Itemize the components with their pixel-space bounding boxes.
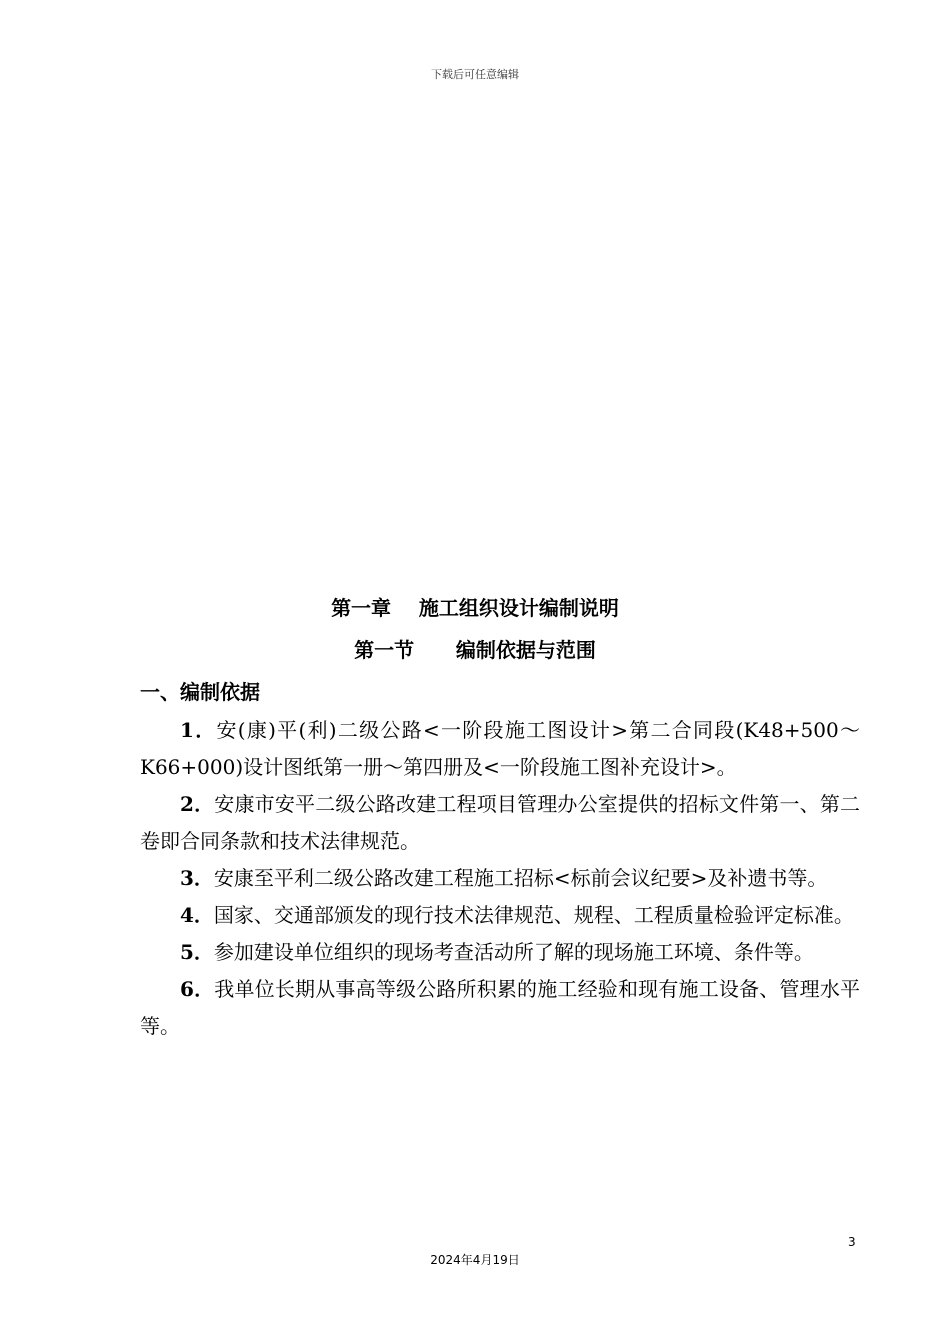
- list-item: [140, 860, 860, 897]
- section-title: 第一节 编制依据与范围: [354, 638, 596, 662]
- item-number: 4．: [180, 903, 214, 927]
- header-note: 下载后可任意编辑: [431, 68, 519, 81]
- page-number: 3: [848, 1235, 856, 1249]
- list-item: [140, 971, 860, 1045]
- item-text: 安(康)平(利)二级公路<一阶段施工图设计>第二合同段(K48+500～K66+000)设计图纸第一册～第四册及<一阶段施工图补充设计>。: [140, 718, 860, 779]
- item-text: 国家、交通部颁发的现行技术法律规范、规程、工程质量检验评定标准。: [213, 903, 854, 927]
- item-text: 安康至平利二级公路改建工程施工招标<标前会议纪要>及补遗书等。: [213, 866, 828, 890]
- chapter-title: 第一章 施工组织设计编制说明: [331, 596, 619, 620]
- item-text: 我单位长期从事高等级公路所积累的施工经验和现有施工设备、管理水平等。: [140, 977, 861, 1038]
- list-item: [140, 786, 860, 860]
- item-number: 2．: [180, 792, 215, 816]
- list-item: [140, 712, 860, 786]
- list-item: [140, 934, 860, 971]
- item-number: 1．: [180, 718, 217, 742]
- list-item: [140, 897, 860, 934]
- footer-date: 2024年4月19日: [430, 1253, 520, 1267]
- subsection-title: 一、编制依据: [140, 680, 260, 704]
- document-body: [140, 712, 860, 1045]
- item-number: 3．: [180, 866, 214, 890]
- item-number: 5．: [180, 940, 214, 964]
- item-text: 参加建设单位组织的现场考查活动所了解的现场施工环境、条件等。: [213, 940, 814, 964]
- item-text: 安康市安平二级公路改建工程项目管理办公室提供的招标文件第一、第二卷即合同条款和技术法律规范。: [140, 792, 861, 853]
- item-number: 6．: [180, 977, 215, 1001]
